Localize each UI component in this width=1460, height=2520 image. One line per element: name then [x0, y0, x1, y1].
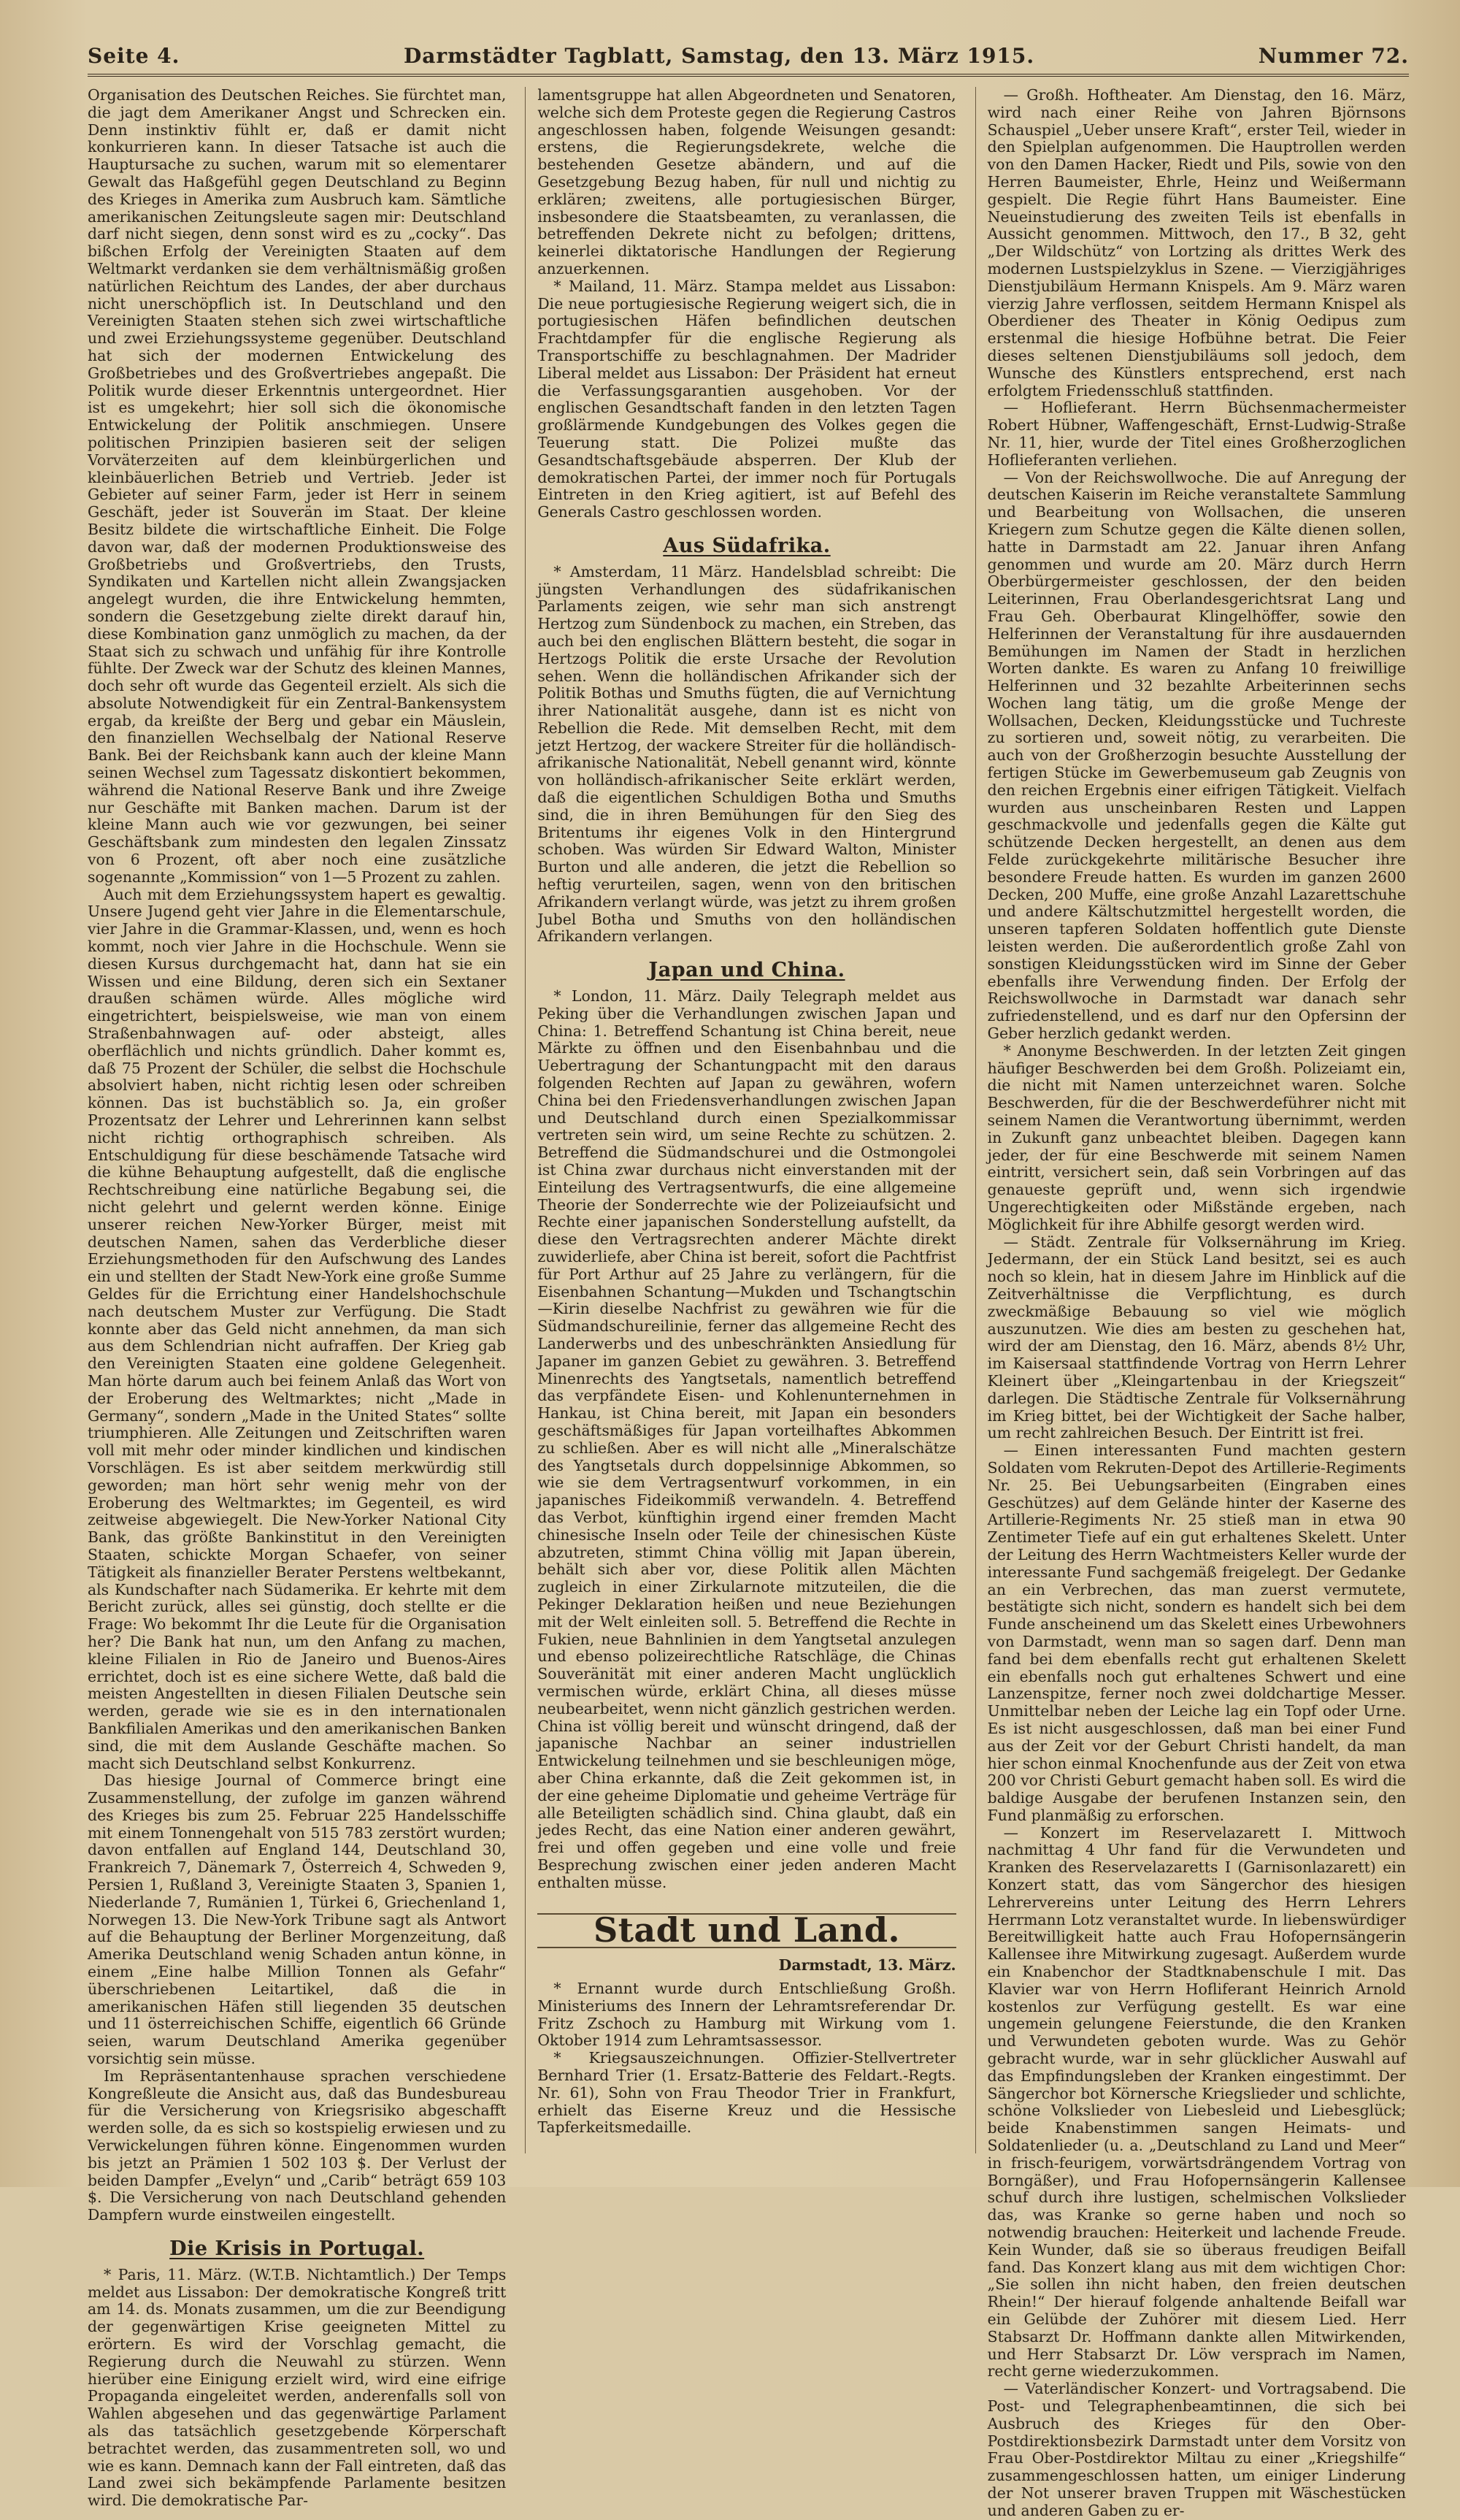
section-heading-portugal: Die Krisis in Portugal.: [169, 2237, 425, 2261]
page-header: [88, 44, 1409, 77]
column-3: [975, 86, 1409, 2519]
dateline: Darmstadt, 13. März.: [778, 1956, 956, 1975]
article-paragraph: lamentsgruppe hat allen Abgeordneten und Senatoren, welche sich dem Proteste gegen die Regierung Castros angeschlossen haben, folgende Weisungen gesandt: erstens, die Regierungsdekrete, welche die bestehenden Gesetze abändern, und auf die Gesetzgebung Bezug haben, für null und nichtig zu erklären; zweitens, alle portugiesischen Bürger, insbesondere die Staatsbeamten, zu veranlassen, die betreffenden Dekrete nicht zu befolgen; drittens, keinerlei diktatorische Handlungen der Regierung anzuerkennen.: [537, 86, 956, 277]
section-heading-stadt-und-land: Stadt und Land.: [537, 1913, 956, 1948]
article-paragraph: — Städt. Zentrale für Volksernährung im Krieg. Jedermann, der ein Stück Land besitzt, sei es auch noch so klein, hat in diesem Jahre im Hinblick auf die Zeitverhältnisse die Verpflichtung, es durch zweckmäßige Bebauung so viel wie möglich auszunutzen. Wie dies am besten zu geschehen hat, wird der am Dienstag, den 16. März, abends 8½ Uhr, im Kaisersaal stattfindende Vortrag von Herrn Lehrer Kleinert über „Kleingartenbau in der Kriegszeit“ darlegen. Die Städtische Zentrale für Volksernährung im Krieg bittet, bei der Wichtigkeit der Sache halber, um recht zahlreichen Besuch. Der Eintritt ist frei.: [987, 1233, 1406, 1442]
column-1: [88, 86, 509, 2510]
article-paragraph: Auch mit dem Erziehungssystem hapert es gewaltig. Unsere Jugend geht vier Jahre in die Elementarschule, vier Jahre in die Grammar-Klassen, und, wenn es hoch kommt, noch vier Jahre in die Hochschule. Wenn sie diesen Kursus durchgemacht hat, dann hat sie ein Wissen und eine Bildung, deren sich ein Sextaner draußen schämen würde. Alles mögliche wird eingetrichtert, beispielsweise, wie man von einem Straßenbahnwagen auf- oder absteigt, alles oberflächlich und nichts gründlich. Daher kommt es, daß 75 Prozent der Schüler, die selbst die Hochschule absolviert haben, nicht richtig lesen oder schreiben können. Das ist buchstäblich so. Ja, ein großer Prozentsatz der Lehrer und Lehrerinnen kann selbst nicht richtig orthographisch schreiben. Als Entschuldigung für diese beschämende Tatsache wird die kühne Behauptung aufgestellt, daß die englische Rechtschreibung eine natürliche Begabung sei, die nicht gelehrt und gelernt werden könne. Einige unserer reichen New-Yorker Bürger, meist mit deutschen Namen, sahen das Verderbliche dieser Erziehungsmethoden für den Aufschwung des Landes ein und stellten der Stadt New-York eine große Summe Geldes für die Errichtung einer Handelshochschule nach deutschem Muster zur Verfügung. Die Stadt konnte aber das Geld nicht annehmen, da man sich aus dem Schlendrian nicht aufraffen. Der Krieg gab den Vereinigten Staaten eine goldene Gelegenheit. Man hörte darum auch bei feinem Anlaß das Wort von der Eroberung des Weltmarktes; nicht „Made in Germany“, sondern „Made in the United States“ sollte triumphieren. Alle Zeitungen und Zeitschriften waren voll mit mehr oder minder kindlichen und kindischen Vorschlägen. Es ist aber seitdem merkwürdig still geworden; man hört sehr wenig mehr von der Eroberung des Weltmarktes; im Gegenteil, es wird zeitweise abgewiegelt. Die New-Yorker National City Bank, das größte Bankinstitut in den Vereinigten Staaten, schickte Morgan Schaefer, von seiner Tätigkeit als finanzieller Berater Perstens weltbekannt, als Kundschafter nach Südamerika. Er kehrte mit dem Bericht zurück, alles sei günstig, doch stellte er die Frage: Wo bekommt Ihr die Leute für die Organisation her? Die Bank hat nun, um den Anfang zu machen, kleine Filialen in Rio de Janeiro und Buenos-Aires errichtet, doch ist es eine sichere Wette, daß bald die meisten Angestellten in diesen Filialen Deutsche sein werden, gerade wie sie es in den internationalen Bankfilialen Amerikas und den amerikanischen Banken sind, die mit dem Auslande Geschäfte machen. So macht sich Deutschland selbst Konkurrenz.: [88, 885, 507, 1772]
column-2: [525, 87, 958, 2153]
article-paragraph: * Kriegsauszeichnungen. Offizier-Stellvertreter Bernhard Trier (1. Ersatz-Batterie des Feldart.-Regts. Nr. 61), Sohn von Frau Theodor Trier in Frankfurt, erhielt das Eiserne Kreuz und die Hessische Tapferkeitsmedaille.: [537, 2049, 956, 2137]
article-paragraph: Im Repräsentantenhause sprachen verschiedene Kongreßleute die Ansicht aus, daß das Bundesbureau für die Versicherung von Kriegsrisiko abgeschafft werden solle, da es sich so kostspielig erwiesen und zu Verwickelungen führen könne. Eingenommen wurden bis jetzt an Prämien 1 502 103 $. Der Verlust der beiden Dampfer „Evelyn“ und „Carib“ beträgt 659 103 $. Die Versicherung von nach Deutschland gehenden Dampfern wurde einstweilen eingestellt.: [88, 2067, 507, 2224]
section-heading-japan-china: Japan und China.: [648, 959, 845, 982]
article-paragraph: * Paris, 11. März. (W.T.B. Nichtamtlich.) Der Temps meldet aus Lissabon: Der demokratische Kongreß tritt am 14. ds. Monats zusammen, um die zur Beendigung der gegenwärtigen Krise geeigneten Mittel zu erörtern. Es wird der Vorschlag gemacht, die Regierung durch die Neuwahl zu stürzen. Wenn hierüber eine Einigung erzielt wird, wird eine eifrige Propaganda eingeleitet werden, anderenfalls soll von Wahlen abgesehen und das gegenwärtige Parlament als das tatsächlich gesetzgebende Körperschaft betrachtet werden, das zusammentreten soll, wo und wie es kann. Demnach kann der Fall eintreten, daß das Land zwei sich bekämpfende Parlamente besitzen wird. Die demokratische Par-: [88, 2265, 507, 2510]
issue-number: Nummer 72.: [1258, 44, 1409, 68]
columns: [88, 86, 1409, 2519]
newspaper-title: Darmstädter Tagblatt, Samstag, den 13. März 1915.: [404, 44, 1035, 68]
article-paragraph: * Anonyme Beschwerden. In der letzten Zeit gingen häufiger Beschwerden bei dem Großh. Polizeiamt ein, die nicht mit Namen unterzeichnet waren. Solche Beschwerden, für die der Beschwerdeführer nicht mit seinem Namen die Verantwortung übernimmt, werden in Zukunft ganz unbeachtet bleiben. Dagegen kann jeder, der für eine Beschwerde mit seinem Namen eintritt, versichert sein, daß sein Vorbringen auf das genaueste geprüft und, wenn sich irgendwie Ungerechtigkeiten oder Mißstände ergeben, nach Möglichkeit für ihre Abhilfe gesorgt werden wird.: [987, 1041, 1406, 1233]
article-paragraph: — Einen interessanten Fund machten gestern Soldaten vom Rekruten-Depot des Artillerie-Regiments Nr. 25. Bei Uebungsarbeiten (Eingraben eines Geschützes) auf dem Gelände hinter der Kaserne des Artillerie-Regiments Nr. 25 stieß man in etwa 90 Zentimeter Tiefe auf ein gut erhaltenes Skelett. Unter der Leitung des Herrn Wachtmeisters Keller wurde der interessante Fund sachgemäß freigelegt. Der Gedanke an ein Verbrechen, das man zuerst vermutete, bestätigte sich nicht, sondern es handelt sich bei dem Funde anscheinend um das Skelett eines Urbewohners von Darmstadt, wenn man so sagen darf. Denn man fand bei dem ebenfalls recht gut erhaltenen Skelett ein ebenfalls noch gut erhaltenes Schwert und eine Lanzenspitze, ferner noch zwei doldchartige Messer. Unmittelbar neben der Leiche lag ein Topf oder Urne. Es ist nicht ausgeschlossen, daß man bei einer Fund aus der Zeit vor der Geburt Christi handelt, da man hier schon einmal Knochenfunde aus der Zeit von etwa 200 vor Christi Geburt gemacht haben soll. Es wird die baldige Ausgabe der berufenen Instanzen sein, den Fund planmäßig zu erforschen.: [987, 1441, 1406, 1824]
article-paragraph: * Amsterdam, 11 März. Handelsblad schreibt: Die jüngsten Verhandlungen des südafrikanischen Parlaments zeigen, wie sehr man sich anstrengt Hertzog zum Sündenbock zu machen, ein Streben, das auch bei den englischen Blättern besteht, die sogar in Hertzogs Politik die erste Ursache der Revolution sehen. Wenn die holländischen Afrikander sich der Politik Bothas und Smuths fügten, die auf Vernichtung ihrer Nationalität ausgehe, dann ist es nicht von Rebellion die Rede. Mit demselben Recht, mit dem jetzt Hertzog, der wackere Streiter für die holländisch-afrikanische Nationalität, Nebell genannt wird, könnte von holländisch-afrikanischer Seite erklärt werden, daß die eigentlichen Schuldigen Botha und Smuths sind, die in ihren Bemühungen für den Sieg des Britentums ihr eigenes Volk in den Hintergrund schoben. Was würden Sir Edward Walton, Minister Burton und alle anderen, die jetzt die Rebellion so heftig verurteilen, sagen, wenn von den britischen Afrikandern verlangt würde, was jetzt zu ihrem großen Jubel Botha und Smuths von den holländischen Afrikandern verlangen.: [537, 562, 956, 946]
article-paragraph: — Großh. Hoftheater. Am Dienstag, den 16. März, wird nach einer Reihe von Jahren Björnsons Schauspiel „Ueber unsere Kraft“, erster Teil, wieder in den Spielplan aufgenommen. Die Hauptrollen werden von den Damen Hacker, Riedt und Pils, sowie von den Herren Baumeister, Ehrle, Heinz und Weißermann gespielt. Die Regie führt Hans Baumeister. Eine Neueinstudierung des zweiten Teils ist ebenfalls in Aussicht genommen. Mittwoch, den 17., B 32, geht „Der Wildschütz“ von Lortzing als drittes Werk des modernen Lustspielzyklus in Szene. — Vierzigjähriges Dienstjubiläum Hermann Knispels. Am 9. März waren vierzig Jahre verflossen, seitdem Hermann Knispel als Oberdiener des Theater in König Oedipus zum erstenmal die hiesige Hofbühne betrat. Die Feier dieses seltenen Dienstjubiläums soll jedoch, dem Wunsche des Künstlers entsprechend, erst nach erfolgtem Friedensschluß stattfinden.: [987, 86, 1406, 399]
article-paragraph: * Ernannt wurde durch Entschließung Großh. Ministeriums des Innern der Lehramtsreferendar Dr. Fritz Zschoch zu Hamburg mit Wirkung vom 1. Oktober 1914 zum Lehramtsassessor.: [537, 1980, 956, 2050]
section-heading-suedafrika: Aus Südafrika.: [663, 534, 831, 557]
article-paragraph: — Von der Reichswollwoche. Die auf Anregung der deutschen Kaiserin im Reiche veranstaltete Sammlung und Bearbeitung von Wollsachen, die unseren Kriegern zum Schutze gegen die Kälte dienen sollen, hatte in Darmstadt am 22. Januar ihren Anfang genommen und wurde am 20. März durch Herrn Oberbürgermeister geschlossen, der den beiden Leiterinnen, Frau Oberlandesgerichtsrat Lang und Frau Geh. Oberbaurat Klingelhöffer, sowie den Helferinnen der Veranstaltung für ihre ausdauernden Bemühungen im Namen der Stadt in herzlichen Worten dankte. Es waren zu Anfang 10 freiwillige Helferinnen und 32 bezahlte Arbeiterinnen sechs Wochen lang tätig, um die große Menge der Wollsachen, Decken, Kleidungsstücke und Tuchreste zu sortieren und, soweit nötig, zu verarbeiten. Die auch von der Großherzogin besuchte Ausstellung der fertigen Stücke im Gewerbemuseum gab Zeugnis von den reichen Ergebnis einer eifrigen Tätigkeit. Vielfach wurden aus unscheinbaren Resten und Lappen geschmackvolle und jedenfalls gegen die Kälte gut schützende Decken hergestellt, an denen aus dem Felde zurückgekehrte militärische Besucher ihre besondere Freude hatten. Es wurden im ganzen 2600 Decken, 200 Muffe, eine große Anzahl Lazarettschuhe und andere Kältschutzmittel hergestellt worden, die unseren tapferen Soldaten hoffentlich gute Dienste leisten werden. Die außerordentlich große Zahl von sonstigen Kleidungsstücken wird im Sinne der Geber ebenfalls ihre Verwendung finden. Der Erfolg der Reichswollwoche in Darmstadt war danach sehr zufriedenstellend, und es darf nur den Opfersinn der Geber herzlich gedankt werden.: [987, 468, 1406, 1043]
article-paragraph: — Hoflieferant. Herrn Büchsenmachermeister Robert Hübner, Waffengeschäft, Ernst-Ludwig-Straße Nr. 11, hier, wurde der Titel eines Großherzoglichen Hoflieferanten verliehen.: [987, 399, 1406, 469]
article-paragraph: * London, 11. März. Daily Telegraph meldet aus Peking über die Verhandlungen zwischen Japan und China: 1. Betreffend Schantung ist China bereit, neue Märkte zu öffnen und den Eisenbahnbau und die Uebertragung der Schantungpacht mit den daraus folgenden Rechten auf Japan zu gewähren, wofern China bei den Friedensverhandlungen zwischen Japan und Deutschland durch einen Spezialkommissar vertreten sein wird, um seine Rechte zu schützen. 2. Betreffend die Südmandschurei und die Ostmongolei ist China zwar durchaus nicht einverstanden mit der Einteilung des Vertragsentwurfs, die eine allgemeine Theorie der Sonderrechte wie der Polizeiaufsicht und Rechte einer japanischen Sonderstellung aufstellt, da diese den Vertragsrechten anderer Mächte direkt zuwiderliefe, aber China ist bereit, sofort die Pachtfrist für Port Arthur auf 25 Jahre zu verlängern, für die Eisenbahnen Schantung—Mukden und Tschangtschin—Kirin dieselbe Nachfrist zu gewähren wie für die Südmandschureilinie, ferner das allgemeine Recht des Landerwerbs und des unbeschränkten Ansiedlung für Japaner im ganzen Gebiet zu gewähren. 3. Betreffend Minenrechts des Yangtsetals, namentlich betreffend das verpfändete Eisen- und Kohlenunternehmen in Hankau, ist China bereit, mit Japan ein besonders geschäftsmäßiges für Japan vorteilhaftes Abkommen zu schließen. Aber es will nicht alle „Mineralschätze des Yangtsetals durch doppelsinnige Abkommen, so wie sie dem Vertragsentwurf vorkommen, in ein japanisches Fideikommiß verwandeln. 4. Betreffend das Verbot, künftighin irgend einer fremden Macht chinesische Inseln oder Teile der chinesischen Küste abzutreten, stimmt China völlig mit Japan überein, behält sich aber vor, diese Politik allen Mächten zugleich in einer Zirkularnote mitzuteilen, die die Pekinger Deklaration heißen und neue Beziehungen mit der Welt einleiten soll. 5. Betreffend die Rechte in Fukien, neue Bahnlinien in dem Yangtsetal anzulegen und ebenso polizeirechtliche Ratschläge, die Chinas Souveränität mit einer anderen Macht unglücklich vermischen würde, erklärt China, all dieses müsse neubearbeitet, wenn nicht gänzlich gestrichen werden. China ist völlig bereit und wünscht dringend, daß der japanische Nachbar an seiner industriellen Entwickelung teilnehmen und sie beschleunigen möge, aber China erkannte, daß die Zeit gekommen ist, in der eine geheime Diplomatie und geheime Verträge für alle Beteiligten schädlich sind. China glaubt, daß ein jedes Recht, das eine Nation einer anderen gewährt, frei und offen gegeben und eine volle und freie Besprechung zwischen einer jeden anderen Macht enthalten müsse.: [537, 987, 956, 1891]
article-paragraph: — Konzert im Reservelazarett I. Mittwoch nachmittag 4 Uhr fand für die Verwundeten und Kranken des Reservelazaretts I (Garnisonlazarett) ein Konzert statt, das vom Sängerchor des hiesigen Lehrervereins unter Leitung des Herrn Lehrers Herrmann Lotz veranstaltet wurde. In liebenswürdiger Bereitwilligkeit hatte auch Frau Hofopernsängerin Kallensee ihre Mitwirkung zugesagt. Außerdem wurde ein Knabenchor der Stadtknabenschule I mit. Das Klavier war von Herrn Hofliferant Heinrich Arnold kostenlos zur Verfügung gestellt. Es war eine ungemein gelungene Feierstunde, die den Kranken und Verwundeten geboten wurde. Was zu Gehör gebracht wurde, war in sehr glücklicher Auswahl auf das Empfindungsleben der Kranken eingestimmt. Der Sängerchor bot Körnersche Kriegslieder und schlichte, schöne Volkslieder von Liebesleid und Liebesglück; beide Knabenstimmen sangen Heimats- und Soldatenlieder (u. a. „Deutschland zu Land und Meer“ in frisch-feurigem, vorwärtsdrängendem Vortrag von Borngäßer), und Frau Hofopernsängerin Kallensee schuf durch ihre lustigen, schelmischen Volkslieder das, was Kranke so gerne haben und noch so notwendig brauchen: Heiterkeit und lachende Freude. Kein Wunder, daß sie so überaus freudigen Beifall fand. Das Konzert klang aus mit dem wichtigen Chor: „Sie sollen ihn nicht haben, den freien deutschen Rhein!“ Der hierauf folgende anhaltende Beifall war ein Gelübde der Zuhörer mit diesem Lied. Herr Stabsarzt Dr. Hoffmann dankte allen Mitwirkenden, und Herr Stabsarzt Dr. Löw versprach im Namen, recht gerne wiederzukommen.: [987, 1823, 1406, 2381]
page-number: Seite 4.: [88, 44, 180, 68]
article-paragraph: * Mailand, 11. März. Stampa meldet aus Lissabon: Die neue portugiesische Regierung weigert sich, die in portugiesischen Häfen befindlichen deutschen Frachtdampfer für die englische Regierung als Transportschiffe zu beschlagnahmen. Der Madrider Liberal meldet aus Lissabon: Der Präsident hat erneut die Verfassungsgarantien ausgehoben. Vor der englischen Gesandtschaft fanden in den letzten Tagen großlärmende Kundgebungen des Volkes gegen die Teuerung statt. Die Polizei mußte das Gesandtschaftsgebäude absperren. Der Klub der demokratischen Partei, der immer noch für Portugals Eintreten in den Krieg agitiert, ist auf Befehl des Generals Castro geschlossen worden.: [537, 277, 956, 521]
article-paragraph: Organisation des Deutschen Reiches. Sie fürchtet man, die jagt dem Amerikaner Angst und Schrecken ein. Denn instinktiv fühlt er, daß er damit nicht konkurrieren kann. In dieser Tatsache ist auch die Hauptursache zu suchen, warum mit so elementarer Gewalt das Haßgefühl gegen Deutschland zu Beginn des Krieges in Amerika zum Ausbruch kam. Sämtliche amerikanischen Zeitungsleute sagen mir: Deutschland darf nicht siegen, denn sonst wird es zu „cocky“. Das bißchen Erfolg der Vereinigten Staaten auf dem Weltmarkt verdanken sie dem verhältnismäßig großen natürlichen Reichtum des Landes, der aber durchaus nicht unerschöpflich ist. In Deutschland und den Vereinigten Staaten stehen sich zwei wirtschaftliche und zwei Erziehungssysteme gegenüber. Deutschland hat sich der modernen Entwickelung des Großbetriebes und des Großvertriebes angepaßt. Die Politik wurde dieser Erkenntnis untergeordnet. Hier ist es umgekehrt; hier soll sich die ökonomische Entwickelung der Politik anschmiegen. Unsere politischen Prinzipien basieren seit der seligen Vorväterzeiten auf dem kleinbürgerlichen und kleinbäuerlichen Betrieb und Vertrieb. Jeder ist Gebieter auf seiner Farm, jeder ist Herr in seinem Geschäft, jeder ist Souverän im Staat. Der kleine Besitz bildete die wirtschaftliche Einheit. Die Folge davon war, daß der modernen Produktionsweise des Großbetriebs und Großvertriebs, den Trusts, Syndikaten und Kartellen nicht allein Zwangsjacken angelegt wurden, die ihre Entwickelung hemmten, sondern die Gesetzgebung zielte direkt darauf hin, diese Kombination ganz unmöglich zu machen, da der Staat sich zu schwach und unfähig für ihre Kontrolle fühlte. Der Zweck war der Schutz des kleinen Mannes, doch sehr oft wurde das Gegenteil erzielt. Als sich die absolute Notwendigkeit für ein Zentral-Bankensystem ergab, da kreißte der Berg und gebar ein Mäuslein, den finanziellen Wechselbalg der National Reserve Bank. Bei der Reichsbank kann auch der kleine Mann seinen Wechsel zum Tagessatz diskontiert bekommen, während die National Reserve Bank und ihre Zweige nur Geschäfte mit Banken machen. Darum ist der kleine Mann auch wie vor gezwungen, bei seiner Geschäftsbank zum mindesten den legalen Zinssatz von 6 Prozent, oft aber noch eine zusätzliche sogenannte „Kommission“ von 1—5 Prozent zu zahlen.: [88, 86, 507, 886]
article-paragraph: Das hiesige Journal of Commerce bringt eine Zusammenstellung, der zufolge im ganzen während des Krieges bis zum 25. Februar 225 Handelsschiffe mit einem Tonnengehalt von 515 783 zerstört wurden; davon entfallen auf England 144, Deutschland 30, Frankreich 7, Dänemark 7, Österreich 4, Schweden 9, Persien 1, Rußland 3, Vereinigte Staaten 3, Spanien 1, Niederlande 7, Rumänien 1, Türkei 6, Griechenland 1, Norwegen 13. Die New-York Tribune sagt als Antwort auf die Behauptung der Berliner Morgenzeitung, daß Amerika Deutschland wenig Schaden antun könne, in einem „Eine halbe Million Tonnen als Gefahr“ überschriebenen Leitartikel, daß die in amerikanischen Häfen still liegenden 35 deutschen und 11 österreichischen Schiffe, eigentlich 66 Gründe seien, warum Deutschland Amerika gegenüber vorsichtig sein müsse.: [88, 1772, 507, 2068]
article-paragraph: — Vaterländischer Konzert- und Vortragsabend. Die Post- und Telegraphenbeamtinnen, die sich bei Ausbruch des Krieges für den Ober-Postdirektionsbezirk Darmstadt unter dem Vorsitz von Frau Ober-Postdirektor Miltau zu einer „Kriegshilfe“ zusammengeschlossen hatten, um einiger Linderung der Not unserer braven Truppen mit Wäschestücken und anderen Gaben zu er-: [987, 2380, 1406, 2519]
